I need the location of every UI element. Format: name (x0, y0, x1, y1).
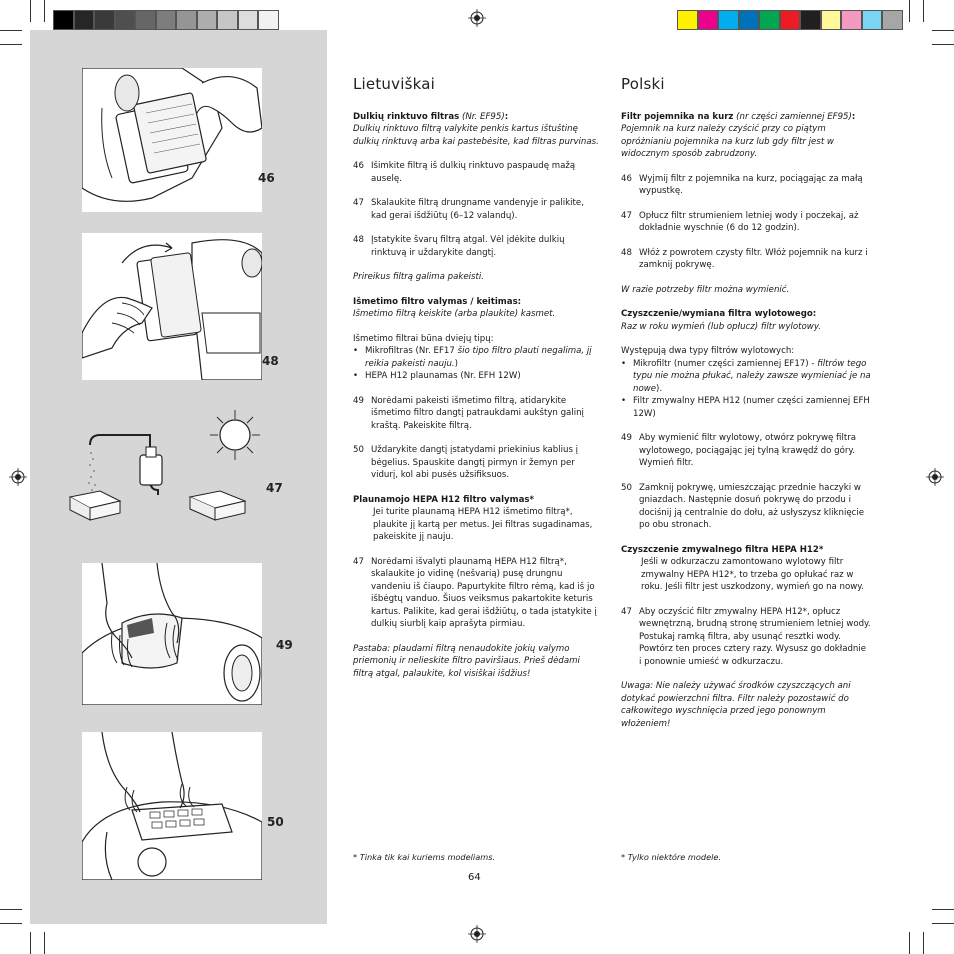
crop-mark (30, 0, 31, 22)
lt-replace-note: Prireikus filtrą galima pakeisti. (353, 272, 484, 282)
step-number: 49 (353, 395, 364, 406)
color-swatch (698, 10, 719, 30)
registration-mark-icon (9, 468, 27, 486)
pl-section1-heading: Filtr pojemnika na kurz (621, 111, 734, 122)
pl-bullet: • Mikrofiltr (numer części zamiennej EF17) - filtrów tego typu nie można płukać, należy zawsze wymieniać je na nowe). (621, 358, 871, 394)
bullet-text: Mikrofiltr (numer części zamiennej EF17) - (633, 358, 818, 369)
registration-mark-icon (468, 925, 486, 943)
pl-section2-intro: Raz w roku wymień (lub opłucz) filtr wylotowy. (621, 321, 821, 332)
crop-mark (0, 44, 22, 45)
lt-section3-body: Jei turite plaunamą HEPA H12 išmetimo filtrą*, plaukite jį kartą per metus. Jei filtras sugadinamas, pakeiskite jį nauju. (373, 507, 593, 542)
pl-section2-heading: Czyszczenie/wymiana filtra wylotowego: (621, 309, 817, 319)
pl-step (621, 173, 871, 198)
crop-mark (909, 932, 910, 954)
illustration-close-exhaust-cover (82, 732, 262, 880)
crop-mark (923, 0, 924, 22)
step-text: Aby oczyścić filtr zmywalny HEPA H12*, opłucz wewnętrzną, brudną stronę strumieniem letniej wody. Postukaj ramką filtra, aby usunąć resztki wody. Powtórz ten proces cztery razy. Wysusz go dokładnie i ponownie umieść w odkurzaczu. (639, 606, 871, 667)
lt-step (353, 160, 601, 185)
lt-section1-ref: (Nr. EF95) (459, 111, 505, 122)
color-swatch (156, 10, 177, 30)
pl-step (621, 482, 871, 532)
color-swatch (718, 10, 739, 30)
color-swatch (217, 10, 238, 30)
pl-footnote: * Tylko niektóre modele. (621, 852, 722, 862)
color-swatch (74, 10, 95, 30)
lithuanian-column (353, 75, 601, 680)
pl-section1-colon: : (851, 111, 856, 122)
figure-number-49: 49 (276, 638, 293, 652)
pl-section1-ref: (nr części zamiennej EF95) (733, 111, 852, 122)
lt-footnote: * Tinka tik kai kuriems modeliams. (353, 852, 496, 862)
lt-bullet: • HEPA H12 plaunamas (Nr. EFH 12W) (353, 370, 601, 383)
crop-mark (932, 30, 954, 31)
bullet-text-end: ). (656, 383, 663, 394)
color-swatch (800, 10, 821, 30)
pl-replace-note: W razie potrzeby filtr można wymienić. (621, 284, 790, 295)
crop-mark (932, 909, 954, 910)
pl-step (621, 247, 871, 272)
step-text: Norėdami pakeisti išmetimo filtrą, atidarykite išmetimo filtro dangtį patraukdami aukštyn galinį kraštą. Pakeiskite filtrą. (371, 395, 584, 431)
step-number: 49 (621, 433, 632, 443)
color-swatch (94, 10, 115, 30)
pl-step (621, 210, 871, 235)
color-swatch (176, 10, 197, 30)
lt-section1-intro: Dulkių rinktuvo filtrą valykite penkis kartus ištuštinę dulkių rinktuvą arba kai pastebėsite, kad filtras purvinas. (353, 124, 599, 147)
lt-step (353, 444, 601, 482)
crop-mark (0, 923, 22, 924)
lt-section1-colon: : (504, 111, 509, 122)
color-swatch (258, 10, 279, 30)
figure-number-46: 46 (258, 171, 275, 185)
crop-mark (932, 44, 954, 45)
crop-mark (932, 923, 954, 924)
illustration-remove-filter (82, 68, 262, 212)
step-text: Opłucz filtr strumieniem letniej wody i poczekaj, aż dokładnie wyschnie (6 do 12 godzin). (639, 210, 859, 233)
color-swatch (238, 10, 259, 30)
lt-step (353, 395, 601, 433)
figure-number-50: 50 (267, 815, 284, 829)
pl-filter-types-intro: Występują dwa typy filtrów wylotowych: (621, 346, 795, 356)
color-swatch (862, 10, 883, 30)
pl-step (621, 606, 871, 669)
step-number: 47 (353, 198, 364, 208)
color-swatch (759, 10, 780, 30)
registration-mark-icon (468, 9, 486, 27)
lt-section2-intro: Išmetimo filtrą keiskite (arba plaukite) kasmet. (353, 309, 556, 319)
color-swatch (677, 10, 698, 30)
lt-step (353, 197, 601, 222)
step-text: Wyjmij filtr z pojemnika na kurz, pociągając za małą wypustkę. (639, 173, 863, 196)
pl-section3-body: Jeśli w odkurzaczu zamontowano wylotowy filtr zmywalny HEPA H12*, to trzeba go opłukać raz w roku. Jeśli filtr jest uszkodzony, wymień go na nowy. (641, 557, 864, 592)
step-number: 48 (621, 247, 632, 258)
lt-step (353, 234, 601, 259)
illustration-insert-filter (82, 233, 262, 380)
color-swatch (821, 10, 842, 30)
crop-mark (44, 0, 45, 22)
lithuanian-heading: Lietuviškai (353, 75, 435, 93)
illustration-rinse-and-dry (60, 405, 275, 533)
pl-section1-intro: Pojemnik na kurz należy czyścić przy co piątym opróżnianiu pojemnika na kurz lub gdy filtr jest w widocznym sposób zabrudzony. (621, 124, 834, 159)
lt-step (353, 556, 601, 631)
bullet-text-end: ) (454, 358, 458, 369)
bullet-text: Mikrofiltras (Nr. EF17 (365, 346, 458, 356)
pl-step (621, 432, 871, 470)
page-number: 64 (468, 872, 481, 883)
lt-note: Pastaba: plaudami filtrą nenaudokite jokių valymo priemonių ir nelieskite filtro paviršiaus. Prieš dėdami filtrą atgal, palaukite, kol visiškai išdžius! (353, 643, 580, 679)
color-swatch (197, 10, 218, 30)
registration-mark-icon (926, 468, 944, 486)
step-number: 47 (621, 210, 632, 221)
step-text: Włóż z powrotem czysty filtr. Włóż pojemnik na kurz i zamknij pokrywę. (639, 247, 868, 270)
bullet-text: HEPA H12 plaunamas (Nr. EFH 12W) (365, 371, 521, 381)
step-number: 46 (621, 173, 632, 184)
step-text: Uždarykite dangtį įstatydami priekinius kablius į bėgelius. Spauskite dangtį pirmyn ir žemyn per vidurį, kol abi pusės užsifiksuos. (371, 445, 579, 480)
pl-bullet: • Filtr zmywalny HEPA H12 (numer części zamiennej EFH 12W) (621, 396, 870, 419)
step-text: Zamknij pokrywę, umieszczając przednie haczyki w gniazdach. Następnie dosuń pokrywę do przodu i dociśnij ją centralnie do dołu, aż usłyszysz kliknięcie po obu stronach. (639, 482, 865, 530)
step-number: 47 (353, 556, 364, 567)
crop-mark (923, 932, 924, 954)
step-text: Aby wymienić filtr wylotowy, otwórz pokrywę filtra wylotowego, pociągając jej tylną krawędź do góry. Wymień filtr. (639, 433, 857, 468)
step-number: 47 (621, 606, 632, 617)
step-text: Įstatykite švarų filtrą atgal. Vėl įdėkite dulkių rinktuvą ir uždarykite dangtį. (371, 235, 565, 258)
lt-bullet: • Mikrofiltras (Nr. EF17 šio tipo filtro plauti negalima, jį reikia pakeisti nauju.) (353, 346, 592, 369)
step-number: 46 (353, 161, 364, 171)
color-swatch (115, 10, 136, 30)
bullet-italic-text: šio tipo filtro plauti negalima, jį reikia pakeisti nauju. (365, 346, 592, 369)
polish-heading: Polski (621, 75, 665, 93)
color-swatch (135, 10, 156, 30)
step-text: Išimkite filtrą iš dulkių rinktuvo paspaudę mažą auselę. (371, 161, 576, 184)
step-number: 50 (353, 445, 364, 455)
bullet-italic-text: filtrów tego typu nie można płukać, należy zawsze wymieniać je na nowe (633, 358, 871, 394)
bullet-text: Filtr zmywalny HEPA H12 (numer części zamiennej EFH 12W) (633, 396, 870, 419)
step-number: 50 (621, 482, 632, 493)
crop-mark (909, 0, 910, 22)
polish-column (621, 75, 871, 730)
lt-section3-heading: Plaunamojo HEPA H12 filtro valymas* (353, 494, 535, 505)
step-number: 48 (353, 235, 364, 245)
color-swatch (53, 10, 74, 30)
lt-section2-heading: Išmetimo filtro valymas / keitimas: (353, 296, 522, 307)
crop-mark (44, 932, 45, 954)
figure-number-48: 48 (262, 354, 279, 368)
lt-filter-types-intro: Išmetimo filtrai būna dviejų tipų: (353, 333, 494, 344)
color-swatch (780, 10, 801, 30)
color-swatch (882, 10, 903, 30)
figure-number-47: 47 (266, 481, 283, 495)
crop-mark (0, 909, 22, 910)
pl-section3-heading: Czyszczenie zmywalnego filtra HEPA H12* (621, 544, 824, 555)
illustration-open-exhaust-cover (82, 563, 262, 705)
color-swatch (739, 10, 760, 30)
crop-mark (30, 932, 31, 954)
lt-section1-heading: Dulkių rinktuvo filtras (353, 111, 460, 122)
crop-mark (0, 30, 22, 31)
step-text: Skalaukite filtrą drungname vandenyje ir palikite, kad gerai išdžiūtų (6–12 valandų). (371, 198, 584, 221)
pl-note: Uwaga: Nie należy używać środków czyszczących ani dotykać powierzchni filtra. Filtr należy pozostawić do całkowitego wyschnięcia przed jego ponownym włożeniem! (621, 681, 851, 729)
color-swatch (841, 10, 862, 30)
step-text: Norėdami išvalyti plaunamą HEPA H12 filtrą*, skalaukite jo vidinę (nešvarią) pusę drungnu vandeniu iš čiaupo. Papurtykite filtro rėmą, kad iš jo išbėgtų vanduo. Šiuos veiksmus pakartokite keturis kartus. Palikite, kad gerai išdžiūtų, o tada įstatykite į dulkių siurblį kaip aprašyta pirmiau. (371, 556, 597, 629)
